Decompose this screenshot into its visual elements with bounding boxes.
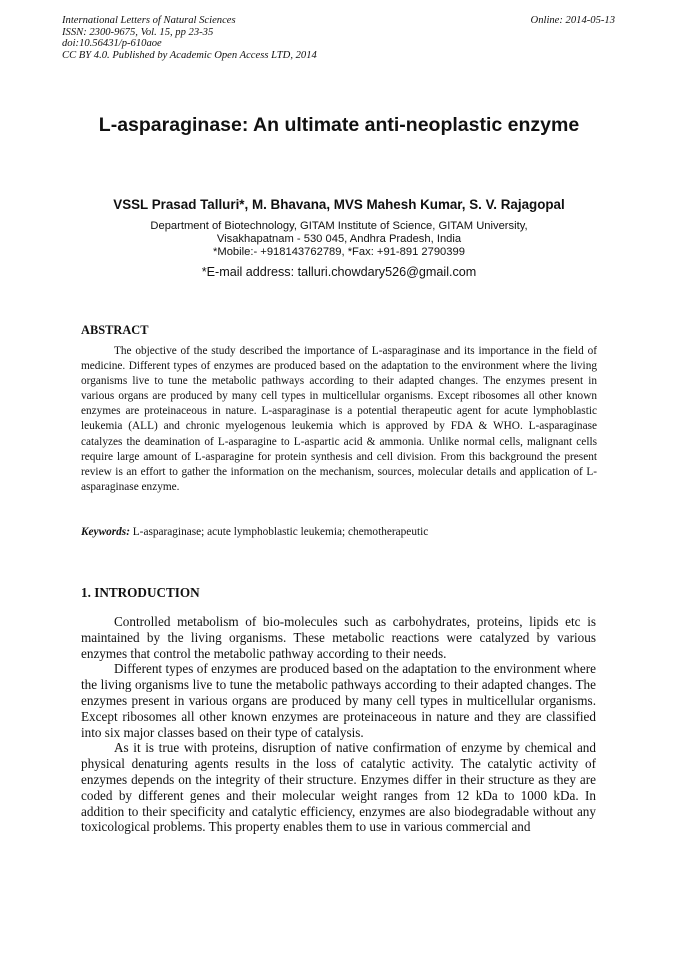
journal-name: International Letters of Natural Sciences [62, 15, 236, 26]
doi-line: doi:10.56431/p-610aoe [62, 38, 162, 50]
abstract-text: The objective of the study described the importance of L-asparaginase and its importance in the field of medicine. Different types of enzymes are produced based on the adaptation to the environment where the living organisms live to tune the metabolic pathways according to their adapted changes. The enzymes present in various organs are produced by many cell types in multicellular organisms. Except ribosomes all other known enzymes are proteinaceous in nature. L-asparaginase is a potential therapeutic agent for acute lymphoblastic leukemia (ALL) and chronic myelogenous leukemia which is approved by FDA & WHO. L-asparaginase catalyzes the deamination of L-asparagine to L-aspartic acid & ammonia. Unlike normal cells, malignant cells require large amount of L-asparagine for protein synthesis and cell division. From this background the present review is an effort to gather the information on the mechanism, sources, molecular details and application of L-asparaginase enzyme. [81, 345, 597, 493]
author-list: VSSL Prasad Talluri*, M. Bhavana, MVS Mahesh Kumar, S. V. Rajagopal [113, 197, 565, 212]
introduction-body [81, 614, 596, 835]
section-heading-introduction: 1. INTRODUCTION [81, 585, 200, 600]
abstract-heading: ABSTRACT [81, 323, 149, 337]
online-date: Online: 2014-05-13 [530, 15, 615, 26]
paragraph: Controlled metabolism of bio-molecules such as carbohydrates, proteins, lipids etc is maintained by the living organisms. These metabolic reactions were catalyzed by various enzymes that control the metabolic pathway according to their needs. [81, 614, 596, 661]
issn-line: ISSN: 2300-9675, Vol. 15, pp 23-35 [62, 26, 214, 38]
paper-title: L-asparaginase: An ultimate anti-neoplastic enzyme [98, 114, 580, 136]
license-line: CC BY 4.0. Published by Academic Open Access LTD, 2014 [62, 49, 317, 61]
email-address: *E-mail address: talluri.chowdary526@gmail.com [201, 265, 477, 279]
affiliation-line: Department of Biotechnology, GITAM Institute of Science, GITAM University, [150, 220, 528, 232]
journal-header [62, 15, 615, 61]
affiliation-line: Visakhapatnam - 530 045, Andhra Pradesh, India [216, 233, 462, 245]
keywords [81, 526, 597, 538]
paragraph: Different types of enzymes are produced based on the adaptation to the environment where the living organisms live to tune the metabolic pathways according to their adapted changes. The enzymes present in various organs are produced by many cell types in multicellular organisms. Except ribosomes all other known enzymes are proteinaceous in nature and they are classified into six major classes based on their type of catalysis. [81, 661, 596, 740]
affiliation [0, 220, 678, 259]
keywords-label: Keywords: [81, 526, 130, 538]
paragraph: As it is true with proteins, disruption of native confirmation of enzyme by chemical and physical denaturing agents results in the loss of catalytic activity. The catalytic activity of enzymes depends on the integrity of their structure. Enzymes differ in their structure as they are coded by different genes and their molecular weight ranges from 12 kDa to 1000 kDa. In addition to their specificity and catalytic efficiency, enzymes are also biodegradable without any toxicological problems. This property enables them to use in various commercial and [81, 740, 596, 835]
contact-line: *Mobile:- +918143762789, *Fax: +91-891 2790399 [213, 246, 465, 258]
keywords-text: L-asparaginase; acute lymphoblastic leukemia; chemotherapeutic [129, 526, 429, 538]
